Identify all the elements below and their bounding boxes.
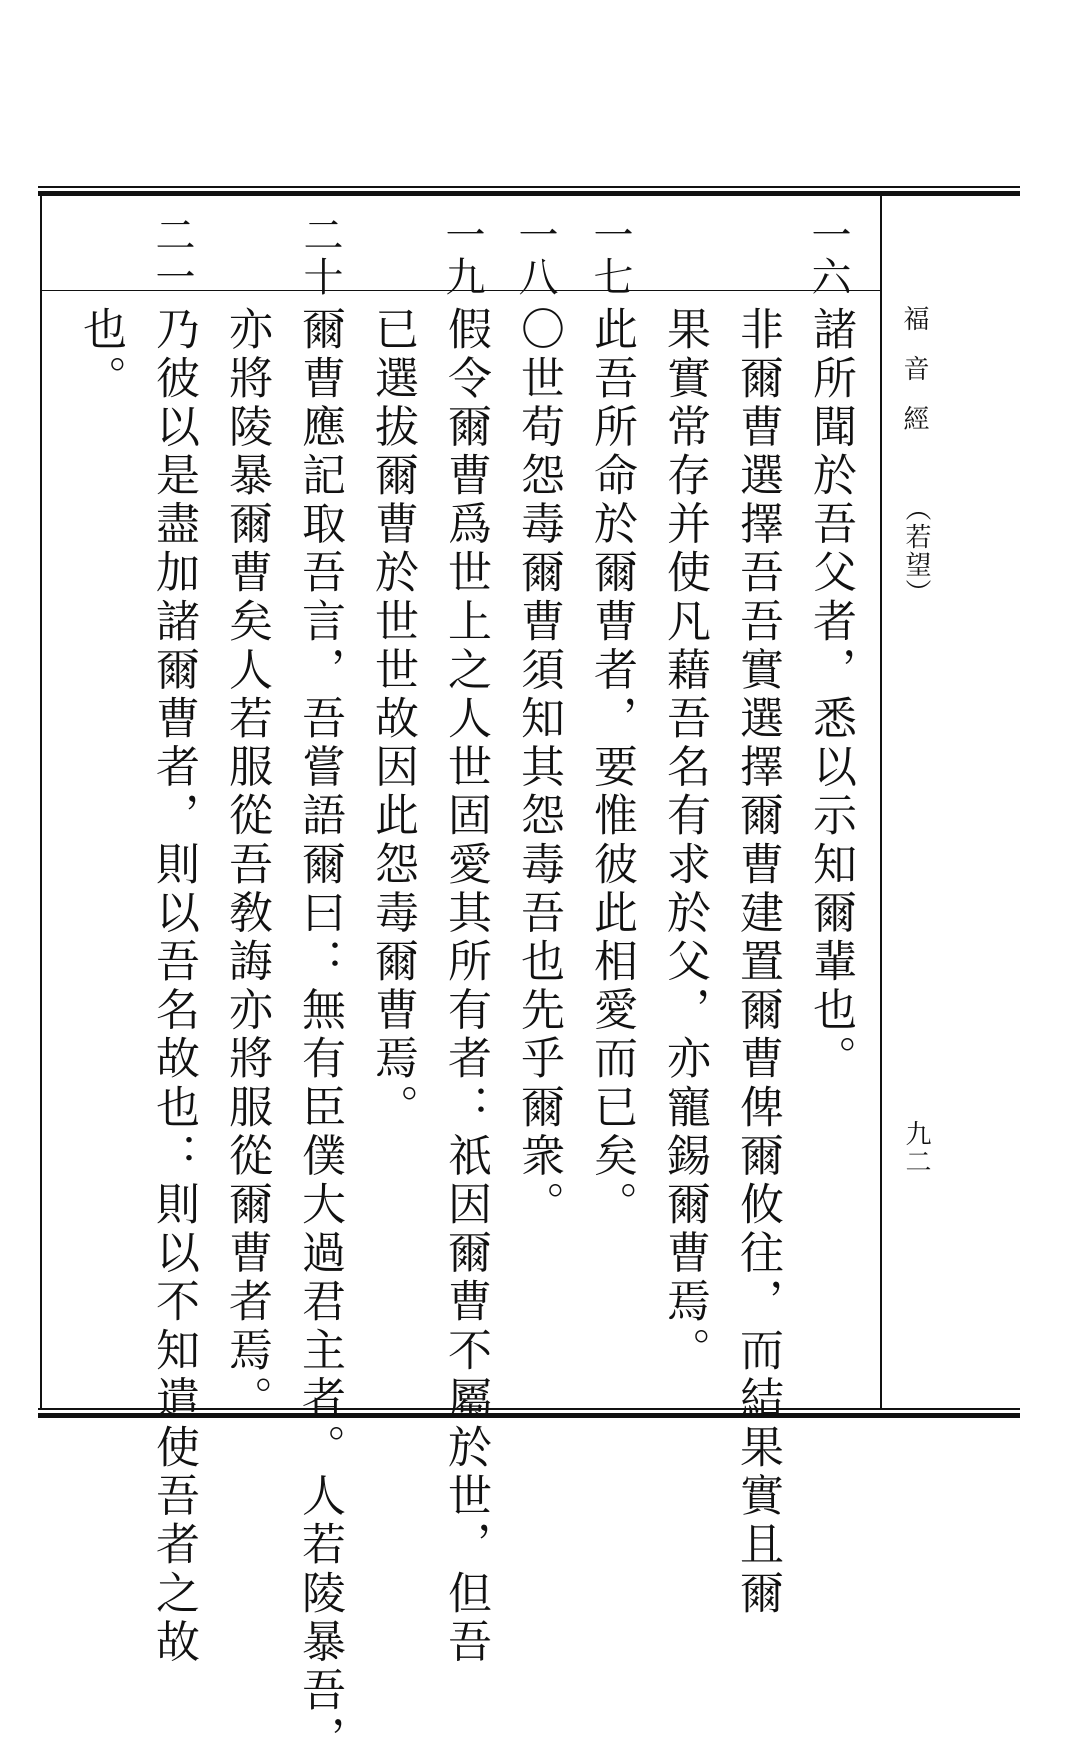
top-rule-thin — [38, 186, 1020, 188]
text-column-11: 也。 — [75, 306, 126, 404]
folio-number: 九二 — [901, 1120, 931, 1176]
margin-divider — [880, 196, 882, 1408]
top-rule-thick — [38, 191, 1020, 196]
verse-number-16: 一六 — [805, 214, 851, 298]
text-column-3: 果實常存并使凡藉吾名有求於父，亦寵錫爾曹焉。 — [659, 306, 710, 1376]
book-title: 福音經 — [899, 305, 929, 455]
text-column-1: 諸所聞於吾父者，悉以示知爾輩也。 — [805, 306, 856, 1084]
book-subtitle: （若望） — [901, 495, 931, 607]
text-column-8: 爾曹應記取吾言，吾嘗語爾曰：無有臣僕大過君主者。人若陵暴吾， — [294, 306, 345, 1764]
left-border — [40, 196, 42, 1408]
text-column-2: 非爾曹選擇吾吾實選擇爾曹建置爾曹俾爾攸往，而結果實且爾 — [732, 306, 783, 1619]
verse-number-20: 二十 — [297, 214, 343, 298]
verse-number-18: 一八 — [512, 214, 558, 298]
text-column-4: 此吾所命於爾曹者，要惟彼此相愛而已矣。 — [586, 306, 637, 1230]
text-column-7: 已選拔爾曹於世世故因此怨毒爾曹焉。 — [367, 306, 418, 1133]
text-column-10: 乃彼以是盡加諸爾曹者，則以吾名故也：則以不知遣使吾者之故 — [148, 306, 199, 1667]
verse-number-17: 一七 — [587, 214, 633, 298]
text-column-9: 亦將陵暴爾曹矣人若服從吾敎誨亦將服從爾曹者焉。 — [221, 306, 272, 1424]
verse-number-19: 一九 — [439, 214, 485, 298]
verse-number-21: 二一 — [149, 214, 195, 298]
text-column-5: 〇世苟怨毒爾曹須知其怨毒吾也先乎爾衆。 — [513, 306, 564, 1230]
text-column-6: 假令爾曹爲世上之人世固愛其所有者：祇因爾曹不屬於世，但吾 — [440, 306, 491, 1667]
